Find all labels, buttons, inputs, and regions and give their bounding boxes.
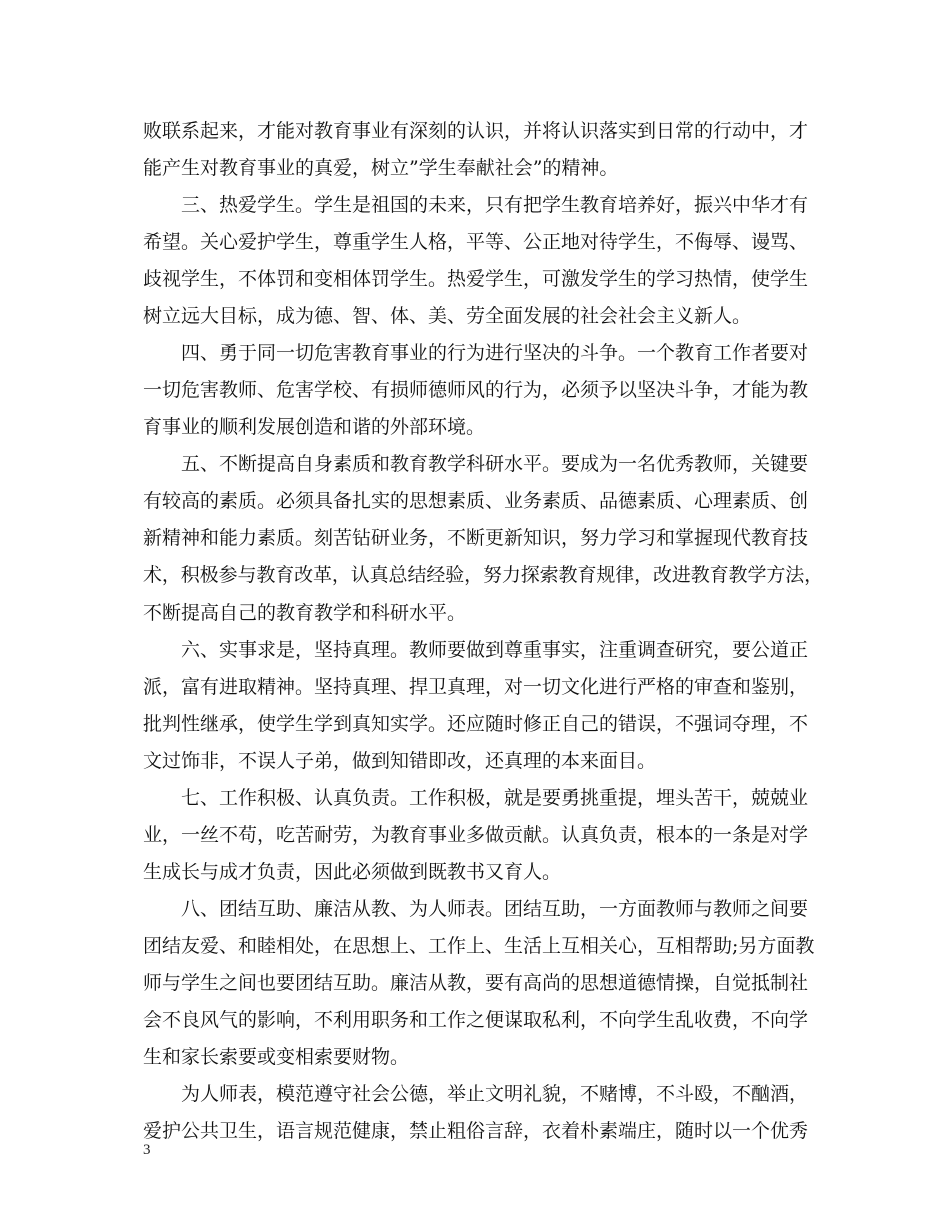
text-line: 歧视学生，不体罚和变相体罚学生。热爱学生，可激发学生的学习热情，使学生 bbox=[143, 268, 809, 290]
page-number: 3 bbox=[143, 1142, 151, 1158]
text-line: 五、不断提高自身素质和教育教学科研水平。要成为一名优秀教师，关键要 bbox=[143, 453, 809, 475]
text-line: 派，富有进取精神。坚持真理、捍卫真理，对一切文化进行严格的审查和鉴别， bbox=[143, 676, 809, 698]
text-line: 四、勇于同一切危害教育事业的行为进行坚决的斗争。一个教育工作者要对 bbox=[143, 342, 809, 364]
text-line: 生成长与成才负责，因此必须做到既教书又育人。 bbox=[143, 861, 562, 883]
text-line: 为人师表，模范遵守社会公德，举止文明礼貌，不赌博，不斗殴，不酗酒， bbox=[143, 1083, 809, 1105]
text-line: 文过饰非，不误人子弟，做到知错即改，还真理的本来面目。 bbox=[143, 750, 657, 772]
text-line: 生和家长索要或变相索要财物。 bbox=[143, 1046, 410, 1068]
text-line: 不断提高自己的教育教学和科研水平。 bbox=[143, 602, 467, 624]
text-line: 六、实事求是，坚持真理。教师要做到尊重事实，注重调查研究，要公道正 bbox=[143, 639, 809, 661]
text-line: 能产生对教育事业的真爱，树立”学生奉献社会”的精神。 bbox=[143, 157, 619, 179]
text-line: 败联系起来，才能对教育事业有深刻的认识，并将认识落实到日常的行动中，才 bbox=[143, 120, 809, 142]
text-line: 爱护公共卫生，语言规范健康，禁止粗俗言辞，衣着朴素端庄，随时以一个优秀 bbox=[143, 1120, 809, 1142]
text-line: 业，一丝不苟，吃苦耐劳，为教育事业多做贡献。认真负责，根本的一条是对学 bbox=[143, 824, 809, 846]
text-line: 三、热爱学生。学生是祖国的未来，只有把学生教育培养好，振兴中华才有 bbox=[143, 194, 809, 216]
text-line: 育事业的顺利发展创造和谐的外部环境。 bbox=[143, 416, 486, 438]
text-line: 希望。关心爱护学生，尊重学生人格，平等、公正地对待学生，不侮辱、谩骂、 bbox=[143, 231, 809, 253]
text-line: 批判性继承，使学生学到真知实学。还应随时修正自己的错误，不强词夺理，不 bbox=[143, 713, 809, 735]
text-line: 一切危害教师、危害学校、有损师德师风的行为，必须予以坚决斗争，才能为教 bbox=[143, 379, 809, 401]
text-line: 七、工作积极、认真负责。工作积极，就是要勇挑重提，埋头苦干，兢兢业 bbox=[143, 787, 809, 809]
text-line: 会不良风气的影响，不利用职务和工作之便谋取私利，不向学生乱收费，不向学 bbox=[143, 1009, 809, 1031]
text-line: 树立远大目标，成为德、智、体、美、劳全面发展的社会社会主义新人。 bbox=[143, 305, 752, 327]
text-line: 八、团结互助、廉洁从教、为人师表。团结互助，一方面教师与教师之间要 bbox=[143, 898, 809, 920]
text-line: 术，积极参与教育改革，认真总结经验，努力探索教育规律，改进教育教学方法， bbox=[143, 564, 824, 586]
text-line: 有较高的素质。必须具备扎实的思想素质、业务素质、品德素质、心理素质、创 bbox=[143, 490, 809, 512]
text-line: 团结友爱、和睦相处，在思想上、工作上、生活上互相关心，互相帮助;另方面教 bbox=[143, 935, 815, 957]
text-line: 新精神和能力素质。刻苦钻研业务，不断更新知识，努力学习和掌握现代教育技 bbox=[143, 527, 809, 549]
text-line: 师与学生之间也要团结互助。廉洁从教，要有高尚的思想道德情操，自觉抵制社 bbox=[143, 972, 809, 994]
